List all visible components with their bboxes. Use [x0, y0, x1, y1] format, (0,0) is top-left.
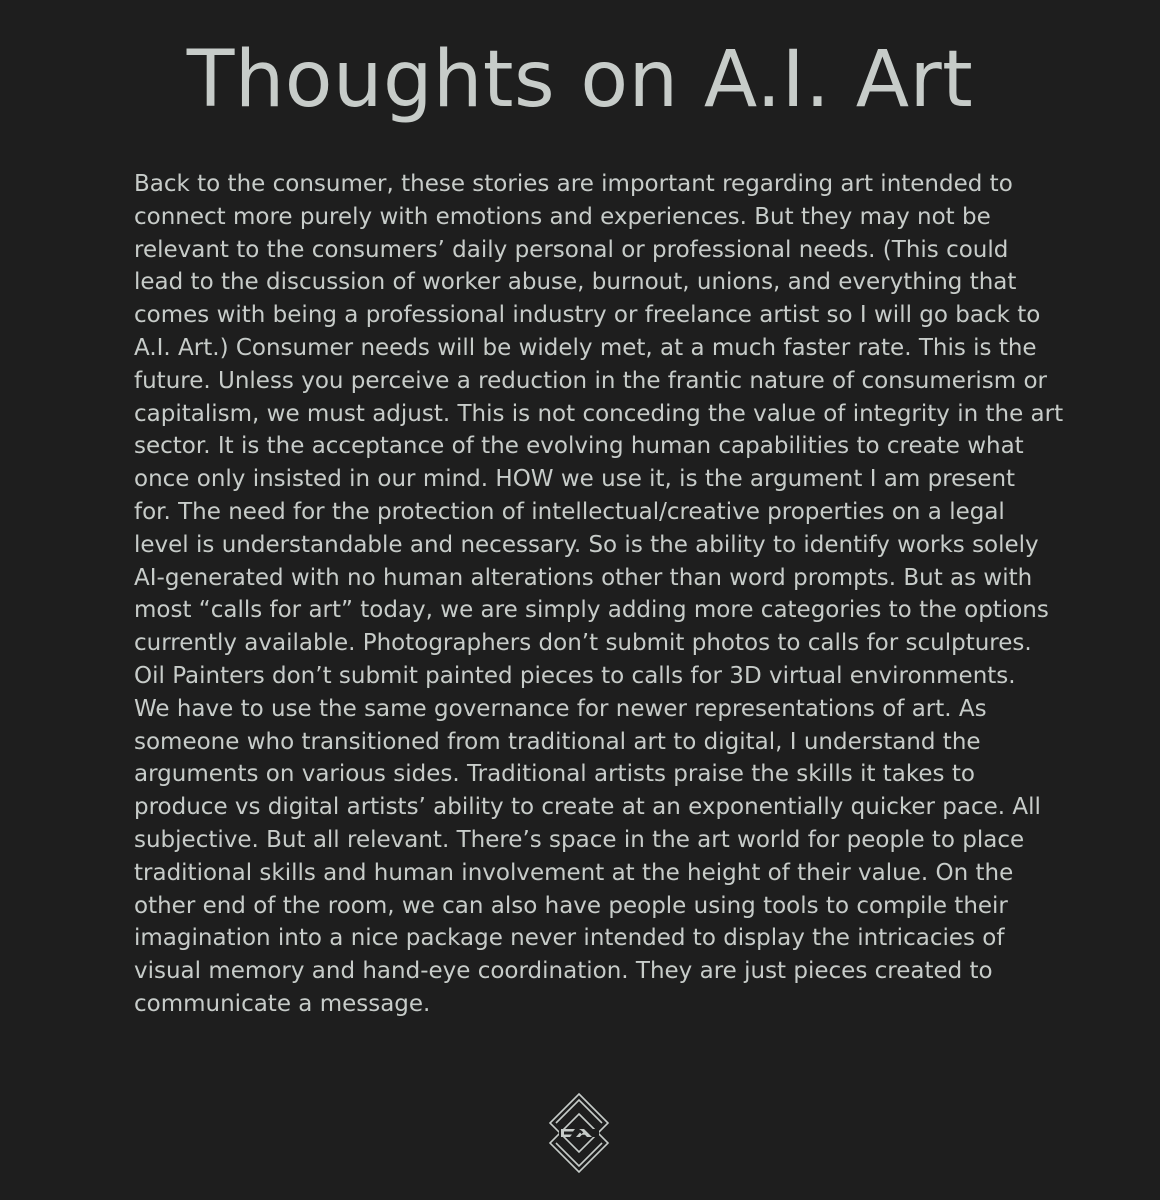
body-text-line: communicate a message. [134, 990, 431, 1017]
body-text-line: traditional skills and human involvement at the height of their value. On the [134, 859, 1014, 886]
body-text-line: arguments on various sides. Traditional artists praise the skills it takes to [134, 761, 975, 788]
body-text-line: lead to the discussion of worker abuse, burnout, unions, and everything that [134, 269, 1017, 296]
body-text-line: future. Unless you perceive a reduction in the frantic nature of consumerism or [134, 367, 1048, 394]
body-text-line: other end of the room, we can also have people using tools to compile their [134, 892, 1008, 919]
body-text-line: most “calls for art” today, we are simply adding more categories to the options [134, 597, 1049, 624]
body-text-line: relevant to the consumers’ daily personal or professional needs. (This could [134, 236, 1009, 263]
body-text-line: A.I. Art.) Consumer needs will be widely met, at a much faster rate. This is the [134, 334, 1037, 361]
body-text-line: capitalism, we must adjust. This is not conceding the value of integrity in the art [134, 400, 1064, 427]
body-text-line: sector. It is the acceptance of the evolving human capabilities to create what [134, 433, 1024, 460]
body-text-line: for. The need for the protection of intellectual/creative properties on a legal [134, 498, 1005, 525]
body-text-line: someone who transitioned from traditional art to digital, I understand the [134, 728, 981, 755]
body-text-line: produce vs digital artists’ ability to create at an exponentially quicker pace. All [134, 794, 1041, 821]
body-text-line: comes with being a professional industry or freelance artist so I will go back to [134, 302, 1041, 329]
body-text-line: imagination into a nice package never intended to display the intricacies of [134, 925, 1005, 952]
body-text-line: currently available. Photographers don’t submit photos to calls for sculptures. [134, 630, 1032, 657]
diamond-monogram-logo-icon [548, 1092, 610, 1174]
body-text-line: We have to use the same governance for newer representations of art. As [134, 695, 987, 722]
body-text-line: AI-generated with no human alterations other than word prompts. But as with [134, 564, 1033, 591]
body-text-line: level is understandable and necessary. So is the ability to identify works solely [134, 531, 1039, 558]
body-text-line: subjective. But all relevant. There’s space in the art world for people to place [134, 826, 1025, 853]
body-text-line: connect more purely with emotions and experiences. But they may not be [134, 203, 991, 230]
body-paragraph [134, 168, 1064, 1021]
body-text-line: once only insisted in our mind. HOW we use it, is the argument I am present [134, 466, 1016, 493]
body-text-line: Back to the consumer, these stories are important regarding art intended to [134, 171, 1013, 197]
body-text-line: visual memory and hand-eye coordination. They are just pieces created to [134, 958, 993, 985]
body-text-line: Oil Painters don’t submit painted pieces to calls for 3D virtual environments. [134, 662, 1016, 689]
page-title: Thoughts on A.I. Art [186, 35, 974, 125]
